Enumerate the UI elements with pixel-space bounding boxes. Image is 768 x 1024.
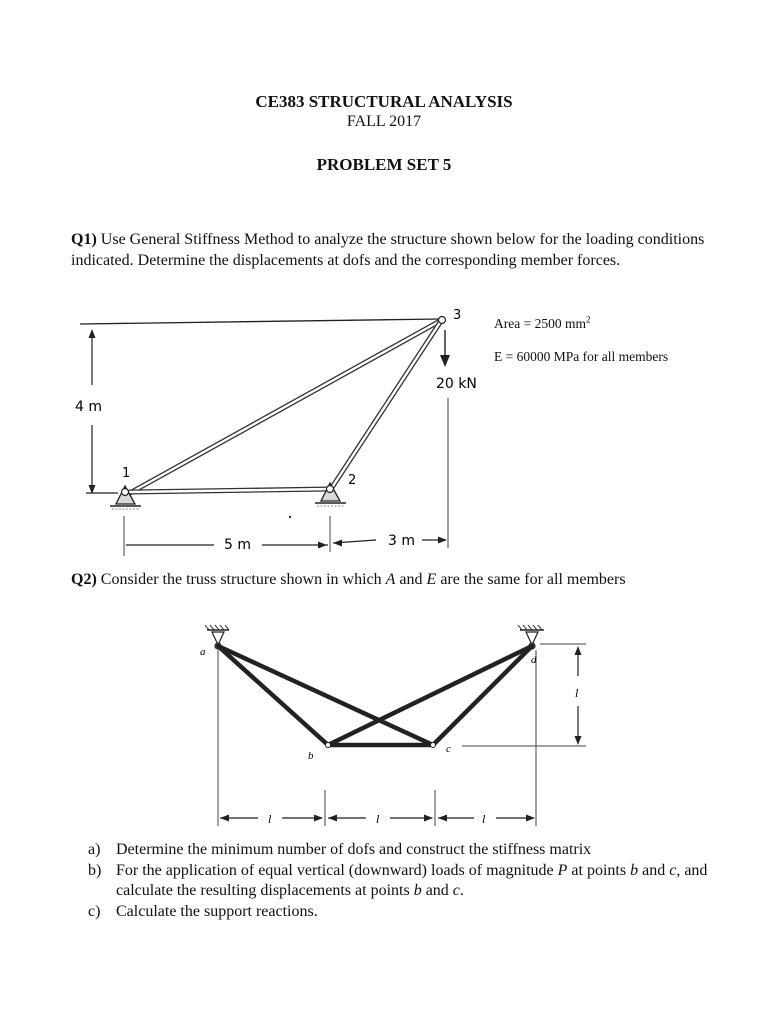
q1-height-arrow-top	[89, 329, 96, 338]
q2-node-b-label: b	[308, 750, 314, 762]
q2-span-3-l-label: l	[482, 812, 486, 826]
q2-task-b-text-6: .	[459, 882, 464, 899]
q2-task-b-text-3: and	[638, 861, 670, 879]
q1-load-arrow-head	[440, 355, 450, 367]
q2-task-list	[88, 840, 728, 922]
q2-span-3-arrow-left	[438, 815, 447, 822]
q2-node-b-joint	[326, 743, 331, 748]
q2-node-d-label: d	[531, 654, 537, 666]
q1-span-2-arrow-left	[333, 540, 342, 547]
q1-span-2-label: 3 m	[388, 533, 415, 549]
q2-task-b-var-b2: b	[413, 882, 422, 899]
q2-task-b-text-1: For the application of equal vertical (downward) loads of magnitude	[116, 861, 558, 879]
q1-top-reference-line	[80, 319, 440, 324]
q2-task-b-var-b1: b	[630, 861, 639, 879]
q1-text: Use General Stiffness Method to analyze the structure shown below for the loading conditions indicated. Determine the displacements at dofs and the corresponding member forces.	[71, 231, 705, 269]
q1-node-2-label: 2	[348, 473, 357, 488]
q2-var-e: E	[426, 571, 437, 588]
q2-statement	[71, 570, 711, 591]
q2-task-c	[88, 902, 728, 923]
q1-member-1-3	[128, 321, 440, 494]
q1-area-superscript: 2	[585, 314, 591, 325]
q1-area-text: Area = 2500 mm	[494, 316, 586, 331]
q2-label: Q2)	[71, 571, 97, 588]
q2-node-c-label: c	[446, 743, 451, 755]
q2-task-a-mark: a)	[88, 841, 101, 858]
q2-task-c-mark: c)	[88, 902, 101, 920]
q2-task-b-text-2: at points	[567, 861, 631, 879]
q1-node-3-label: 3	[453, 308, 462, 323]
q2-task-b-var-p: P	[557, 861, 568, 879]
q1-span-1-arrow	[318, 542, 327, 549]
q2-task-b-var-c1: c	[669, 861, 677, 879]
q2-task-a-text: Determine the minimum number of dofs and construct the stiffness matrix	[116, 841, 592, 858]
q2-height-arrow-top	[575, 646, 582, 655]
q2-task-a	[88, 840, 728, 861]
q1-node-3-joint	[439, 317, 446, 324]
q2-span-1-arrow-left	[220, 815, 229, 822]
q2-span-3-arrow-right	[526, 815, 535, 822]
q2-task-b	[88, 861, 728, 902]
q2-span-2-l-label: l	[376, 812, 380, 826]
q1-stray-dot	[289, 516, 291, 518]
q1-span-1-label: 5 m	[224, 537, 251, 553]
q1-load-label: 20 kN	[436, 376, 477, 392]
q1-pin-support-2	[315, 483, 346, 506]
q2-span-1-arrow-right	[314, 815, 323, 822]
q2-height-l-label: l	[575, 686, 579, 700]
q2-member-a-c	[218, 646, 433, 745]
problem-set-heading: PROBLEM SET 5	[316, 155, 452, 174]
q2-span-2-arrow-right	[424, 815, 433, 822]
q2-text-start: Consider the truss structure shown in which	[100, 571, 386, 588]
q2-task-b-text-5: and	[421, 882, 453, 899]
q2-task-b-text-4: , and calculate the resulting displacements at points	[116, 861, 708, 899]
q2-member-d-c	[433, 646, 532, 745]
q1-node-1-label: 1	[122, 466, 131, 481]
document-title: CE383 STRUCTURAL ANALYSIS	[255, 92, 513, 111]
q2-task-b-var-c2: c	[452, 882, 460, 899]
q2-member-a-b	[218, 646, 328, 745]
q2-text-end: are the same for all members	[436, 571, 626, 588]
q1-member-1-2	[130, 489, 330, 492]
q2-text-and: and	[395, 571, 427, 588]
q1-height-label: 4 m	[75, 399, 102, 415]
term-label: FALL 2017	[346, 113, 422, 130]
q2-span-2-arrow-left	[328, 815, 337, 822]
q2-node-c-joint	[431, 743, 436, 748]
q1-modulus-property: E = 60000 MPa for all members	[494, 349, 669, 364]
q2-member-d-b	[328, 646, 532, 745]
q1-member-2-3	[331, 321, 441, 489]
q2-var-a: A	[385, 571, 396, 588]
q1-label: Q1)	[71, 231, 97, 248]
q2-task-c-text: Calculate the support reactions.	[116, 902, 318, 920]
q1-span-2-arrow-right	[438, 537, 447, 544]
q2-node-a-label: a	[200, 646, 206, 658]
q2-span-1-l-label: l	[268, 812, 272, 826]
q2-task-b-mark: b)	[88, 861, 102, 879]
q2-height-arrow-bottom	[575, 736, 582, 745]
